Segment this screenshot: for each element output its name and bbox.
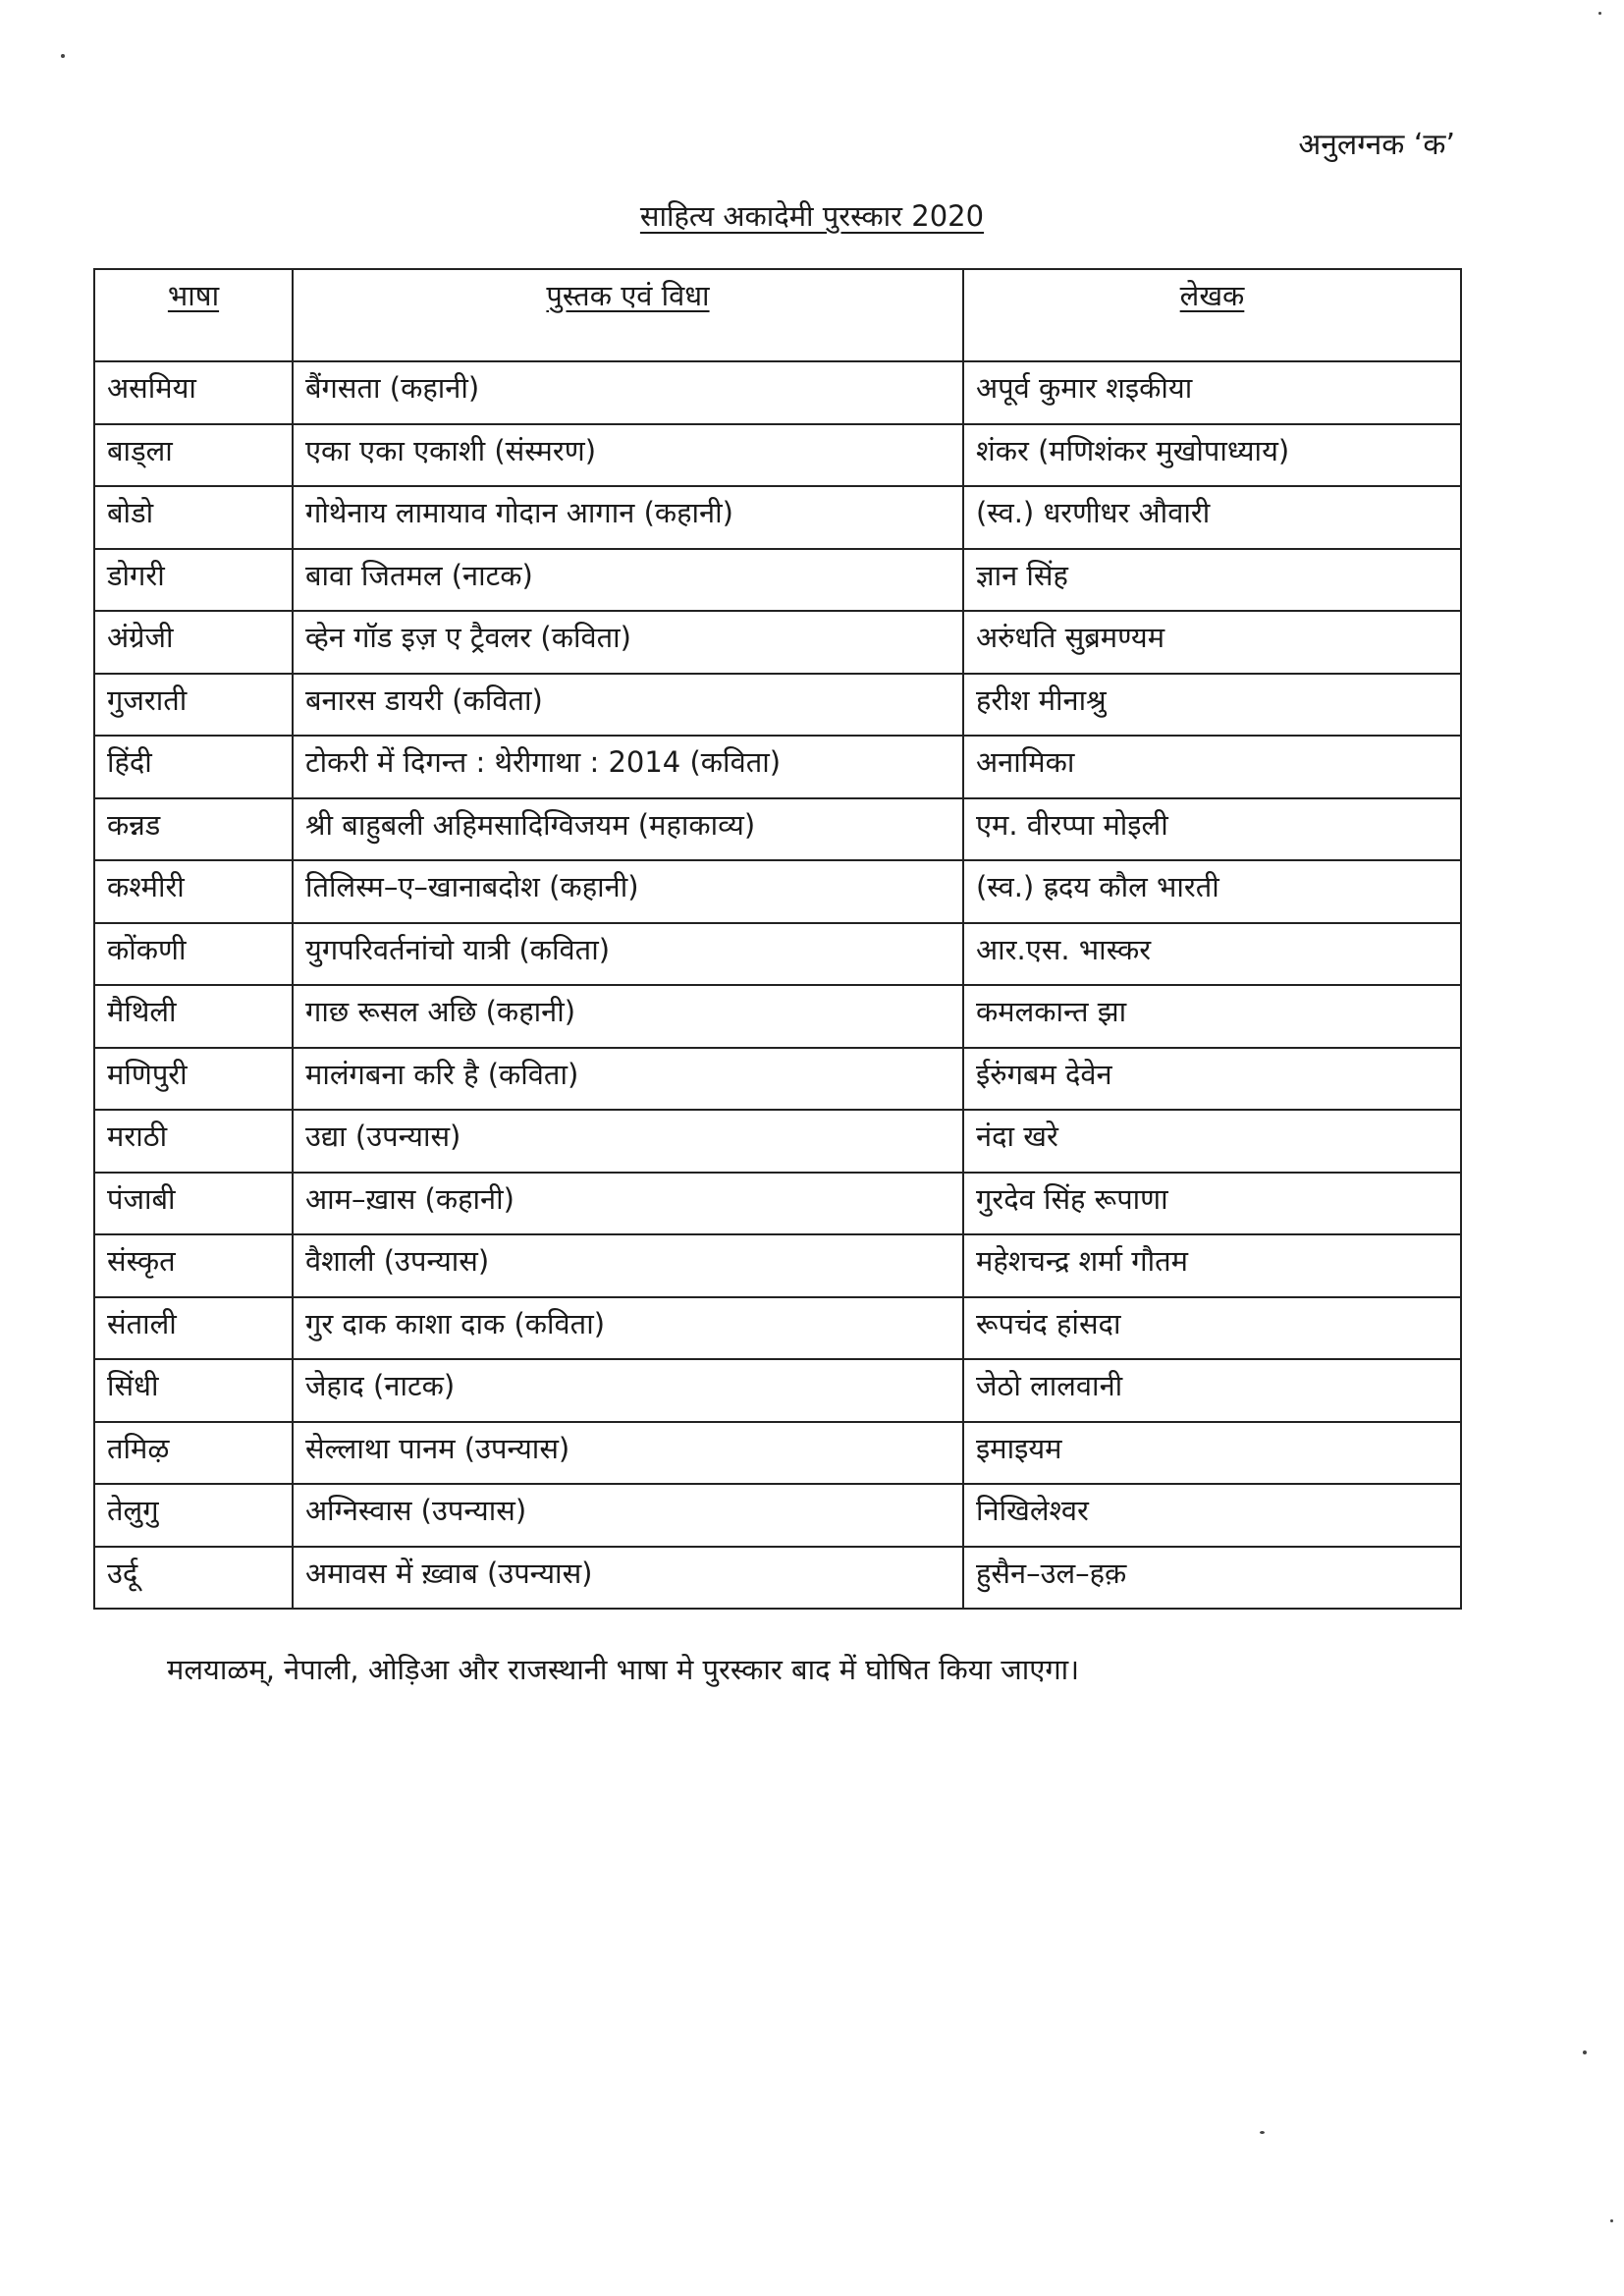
table-row xyxy=(94,923,1461,986)
cell-language: उर्दू xyxy=(94,1547,293,1610)
cell-book-genre: जेहाद (नाटक) xyxy=(293,1359,963,1422)
cell-author: अपूर्व कुमार शइकीया xyxy=(963,361,1461,424)
cell-book-genre: बनारस डायरी (कविता) xyxy=(293,674,963,737)
scan-speck xyxy=(1598,12,1601,15)
table-row xyxy=(94,860,1461,923)
cell-language: तेलुगु xyxy=(94,1484,293,1547)
cell-author: नंदा खरे xyxy=(963,1110,1461,1173)
cell-book-genre: अग्निस्वास (उपन्यास) xyxy=(293,1484,963,1547)
cell-language: अंग्रेजी xyxy=(94,611,293,674)
footnote: मलयाळम्, नेपाली, ओड़िआ और राजस्थानी भाषा मे पुरस्कार बाद में घोषित किया जाएगा। xyxy=(167,1653,1080,1686)
cell-book-genre: गाछ रूसल अछि (कहानी) xyxy=(293,985,963,1048)
cell-book-genre: गोथेनाय लामायाव गोदान आगान (कहानी) xyxy=(293,486,963,549)
cell-book-genre: टोकरी में दिगन्त : थेरीगाथा : 2014 (कविता) xyxy=(293,736,963,798)
cell-language: तमिऴ xyxy=(94,1422,293,1485)
table-row xyxy=(94,674,1461,737)
header-book-genre: पुस्तक एवं विधा xyxy=(293,269,963,361)
cell-author: हुसैन–उल–हक़ xyxy=(963,1547,1461,1610)
cell-book-genre: युगपरिवर्तनांचो यात्री (कविता) xyxy=(293,923,963,986)
cell-book-genre: बावा जितमल (नाटक) xyxy=(293,549,963,612)
cell-book-genre: मालंगबना करि है (कविता) xyxy=(293,1048,963,1111)
table-row xyxy=(94,1484,1461,1547)
cell-language: सिंधी xyxy=(94,1359,293,1422)
cell-author: महेशचन्द्र शर्मा गौतम xyxy=(963,1234,1461,1297)
cell-author: हरीश मीनाश्रु xyxy=(963,674,1461,737)
cell-author: अरुंधति सुब्रमण्यम xyxy=(963,611,1461,674)
table-row xyxy=(94,1110,1461,1173)
header-author: लेखक xyxy=(963,269,1461,361)
cell-language: कोंकणी xyxy=(94,923,293,986)
cell-language: पंजाबी xyxy=(94,1173,293,1235)
awards-table xyxy=(93,268,1462,1610)
cell-language: मैथिली xyxy=(94,985,293,1048)
cell-author: रूपचंद हांसदा xyxy=(963,1297,1461,1360)
cell-book-genre: गुर दाक काशा दाक (कविता) xyxy=(293,1297,963,1360)
cell-author: आर.एस. भास्कर xyxy=(963,923,1461,986)
cell-book-genre: वैशाली (उपन्यास) xyxy=(293,1234,963,1297)
table-row xyxy=(94,1234,1461,1297)
scan-speck xyxy=(1610,2219,1613,2222)
cell-author: निखिलेश्वर xyxy=(963,1484,1461,1547)
cell-language: कश्मीरी xyxy=(94,860,293,923)
cell-book-genre: बैंगसता (कहानी) xyxy=(293,361,963,424)
table-row xyxy=(94,549,1461,612)
table-row xyxy=(94,424,1461,487)
table-row xyxy=(94,736,1461,798)
cell-language: बोडो xyxy=(94,486,293,549)
scan-speck xyxy=(1260,2131,1265,2134)
cell-book-genre: आम–ख़ास (कहानी) xyxy=(293,1173,963,1235)
cell-book-genre: एका एका एकाशी (संस्मरण) xyxy=(293,424,963,487)
cell-book-genre: व्हेन गॉड इज़ ए ट्रैवलर (कविता) xyxy=(293,611,963,674)
table-row xyxy=(94,798,1461,861)
cell-language: मणिपुरी xyxy=(94,1048,293,1111)
cell-author: जेठो लालवानी xyxy=(963,1359,1461,1422)
scan-speck xyxy=(1583,2050,1587,2054)
cell-language: संस्कृत xyxy=(94,1234,293,1297)
cell-author: ज्ञान सिंह xyxy=(963,549,1461,612)
cell-book-genre: उद्या (उपन्यास) xyxy=(293,1110,963,1173)
table-row xyxy=(94,1422,1461,1485)
cell-author: (स्व.) धरणीधर औवारी xyxy=(963,486,1461,549)
table-row xyxy=(94,361,1461,424)
table-row xyxy=(94,1547,1461,1610)
header-language: भाषा xyxy=(94,269,293,361)
cell-language: असमिया xyxy=(94,361,293,424)
table-row xyxy=(94,611,1461,674)
table-row xyxy=(94,1297,1461,1360)
document-title: साहित्य अकादेमी पुरस्कार 2020 xyxy=(639,199,985,233)
table-row xyxy=(94,1048,1461,1111)
annex-label: अनुलग्नक ‘क’ xyxy=(1298,128,1455,162)
scan-speck xyxy=(61,54,65,58)
table-row xyxy=(94,1359,1461,1422)
cell-book-genre: सेल्लाथा पानम (उपन्यास) xyxy=(293,1422,963,1485)
table-header-row xyxy=(94,269,1461,361)
table-row xyxy=(94,1173,1461,1235)
cell-book-genre: श्री बाहुबली अहिमसादिग्विजयम (महाकाव्य) xyxy=(293,798,963,861)
cell-book-genre: अमावस में ख़्वाब (उपन्यास) xyxy=(293,1547,963,1610)
table-row xyxy=(94,486,1461,549)
cell-author: अनामिका xyxy=(963,736,1461,798)
cell-author: ईरुंगबम देवेन xyxy=(963,1048,1461,1111)
cell-language: डोगरी xyxy=(94,549,293,612)
table-row xyxy=(94,985,1461,1048)
cell-author: (स्व.) ह्रदय कौल भारती xyxy=(963,860,1461,923)
cell-author: एम. वीरप्पा मोइली xyxy=(963,798,1461,861)
cell-language: गुजराती xyxy=(94,674,293,737)
cell-author: कमलकान्त झा xyxy=(963,985,1461,1048)
cell-author: शंकर (मणिशंकर मुखोपाध्याय) xyxy=(963,424,1461,487)
cell-language: मराठी xyxy=(94,1110,293,1173)
cell-language: संताली xyxy=(94,1297,293,1360)
cell-book-genre: तिलिस्म–ए–खानाबदोश (कहानी) xyxy=(293,860,963,923)
cell-language: कन्नड xyxy=(94,798,293,861)
cell-language: हिंदी xyxy=(94,736,293,798)
cell-author: इमाइयम xyxy=(963,1422,1461,1485)
table-body xyxy=(94,361,1461,1609)
cell-language: बाड्ला xyxy=(94,424,293,487)
cell-author: गुरदेव सिंह रूपाणा xyxy=(963,1173,1461,1235)
